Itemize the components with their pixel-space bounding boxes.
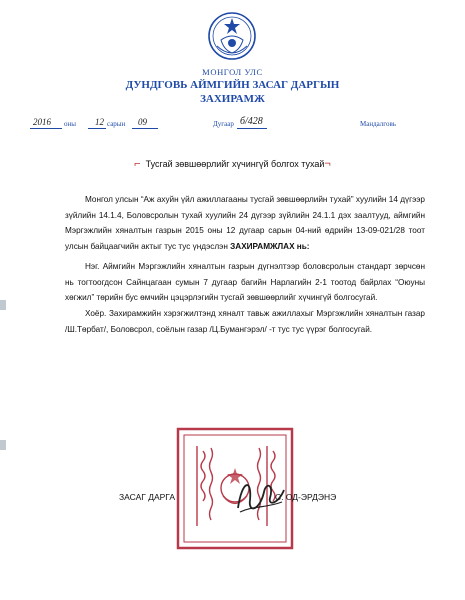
document-number: б/428 bbox=[240, 116, 263, 127]
date-month: 12 bbox=[95, 117, 104, 127]
paragraph-one: Нэг. Аймгийн Мэргэжлийн хяналтын газрын дүгнэлтээр боловсролын стандарт зөрчсөн нь тогтоогдсон Сайнцагаан сумын 7 дугаар багийн Нарлагийн 2-1 тоотод байрлах “Оюуны хөгжил” төрийн бус өмчийн цэцэрлэгийн тусгай зөвшөөрлийг хүчингүй болгосугай. bbox=[65, 261, 425, 303]
dateline bbox=[0, 116, 465, 134]
date-day: 09 bbox=[138, 117, 147, 127]
place: Мандалговь bbox=[360, 120, 396, 128]
signatory-title: ЗАСАГ ДАРГА bbox=[119, 492, 176, 502]
preamble-text: Монгол улсын “Аж ахуйн үйл ажиллагааны тусгай зөвшөөрлийн тухай” хуулийн 14 дүгээр зүйлийн 14.1.4, Боловсролын тухай хуулийн 24 дүгээр зүйлийн 24.1.1 дэх заалтууд, аймгийн Мэргэжлийн хяналтын газрын 2015 оны 12 дугаар сарын 04-ний өдрийн 13-09-021/28 тоот улсын байцаагчийн актыг тус тус үндэслэн bbox=[65, 195, 425, 252]
document-title: ⌐ Тусгай зөвшөөрлийг хүчингүй болгох тухай¬ bbox=[134, 158, 331, 170]
state-emblem-icon bbox=[207, 10, 257, 62]
number-label: Дугаар bbox=[213, 120, 234, 128]
title-text: Тусгай зөвшөөрлийг хүчингүй болгох тухай bbox=[145, 159, 325, 169]
date-year: 2016 bbox=[33, 117, 51, 127]
organization-name: ДУНДГОВЬ АЙМГИЙН ЗАСАГ ДАРГЫН bbox=[125, 79, 340, 91]
order-heading: ЗАХИРАМЖЛАХ нь: bbox=[230, 242, 310, 252]
paragraph-two: Хоёр. Захирамжийн хэрэгжилтэнд хяналт тавьж ажиллахыг Мэргэжлийн хяналтын газар /Ш.Төрбат/, Боловсрол, соёлын газар /Ц.Бумангэрэл/ -т тус тус үүрэг болгосугай. bbox=[65, 308, 425, 334]
year-suffix: оны bbox=[64, 120, 76, 128]
country-name: МОНГОЛ УЛС bbox=[202, 67, 263, 77]
document-type: ЗАХИРАМЖ bbox=[200, 93, 265, 105]
signatory-name: С. ОД-ЭРДЭНЭ bbox=[275, 492, 337, 502]
scan-edge-mark bbox=[0, 440, 6, 450]
paragraph-preamble bbox=[65, 192, 425, 255]
document-body bbox=[65, 192, 425, 337]
scan-edge-mark bbox=[0, 300, 6, 310]
month-suffix: сарын bbox=[107, 120, 126, 128]
